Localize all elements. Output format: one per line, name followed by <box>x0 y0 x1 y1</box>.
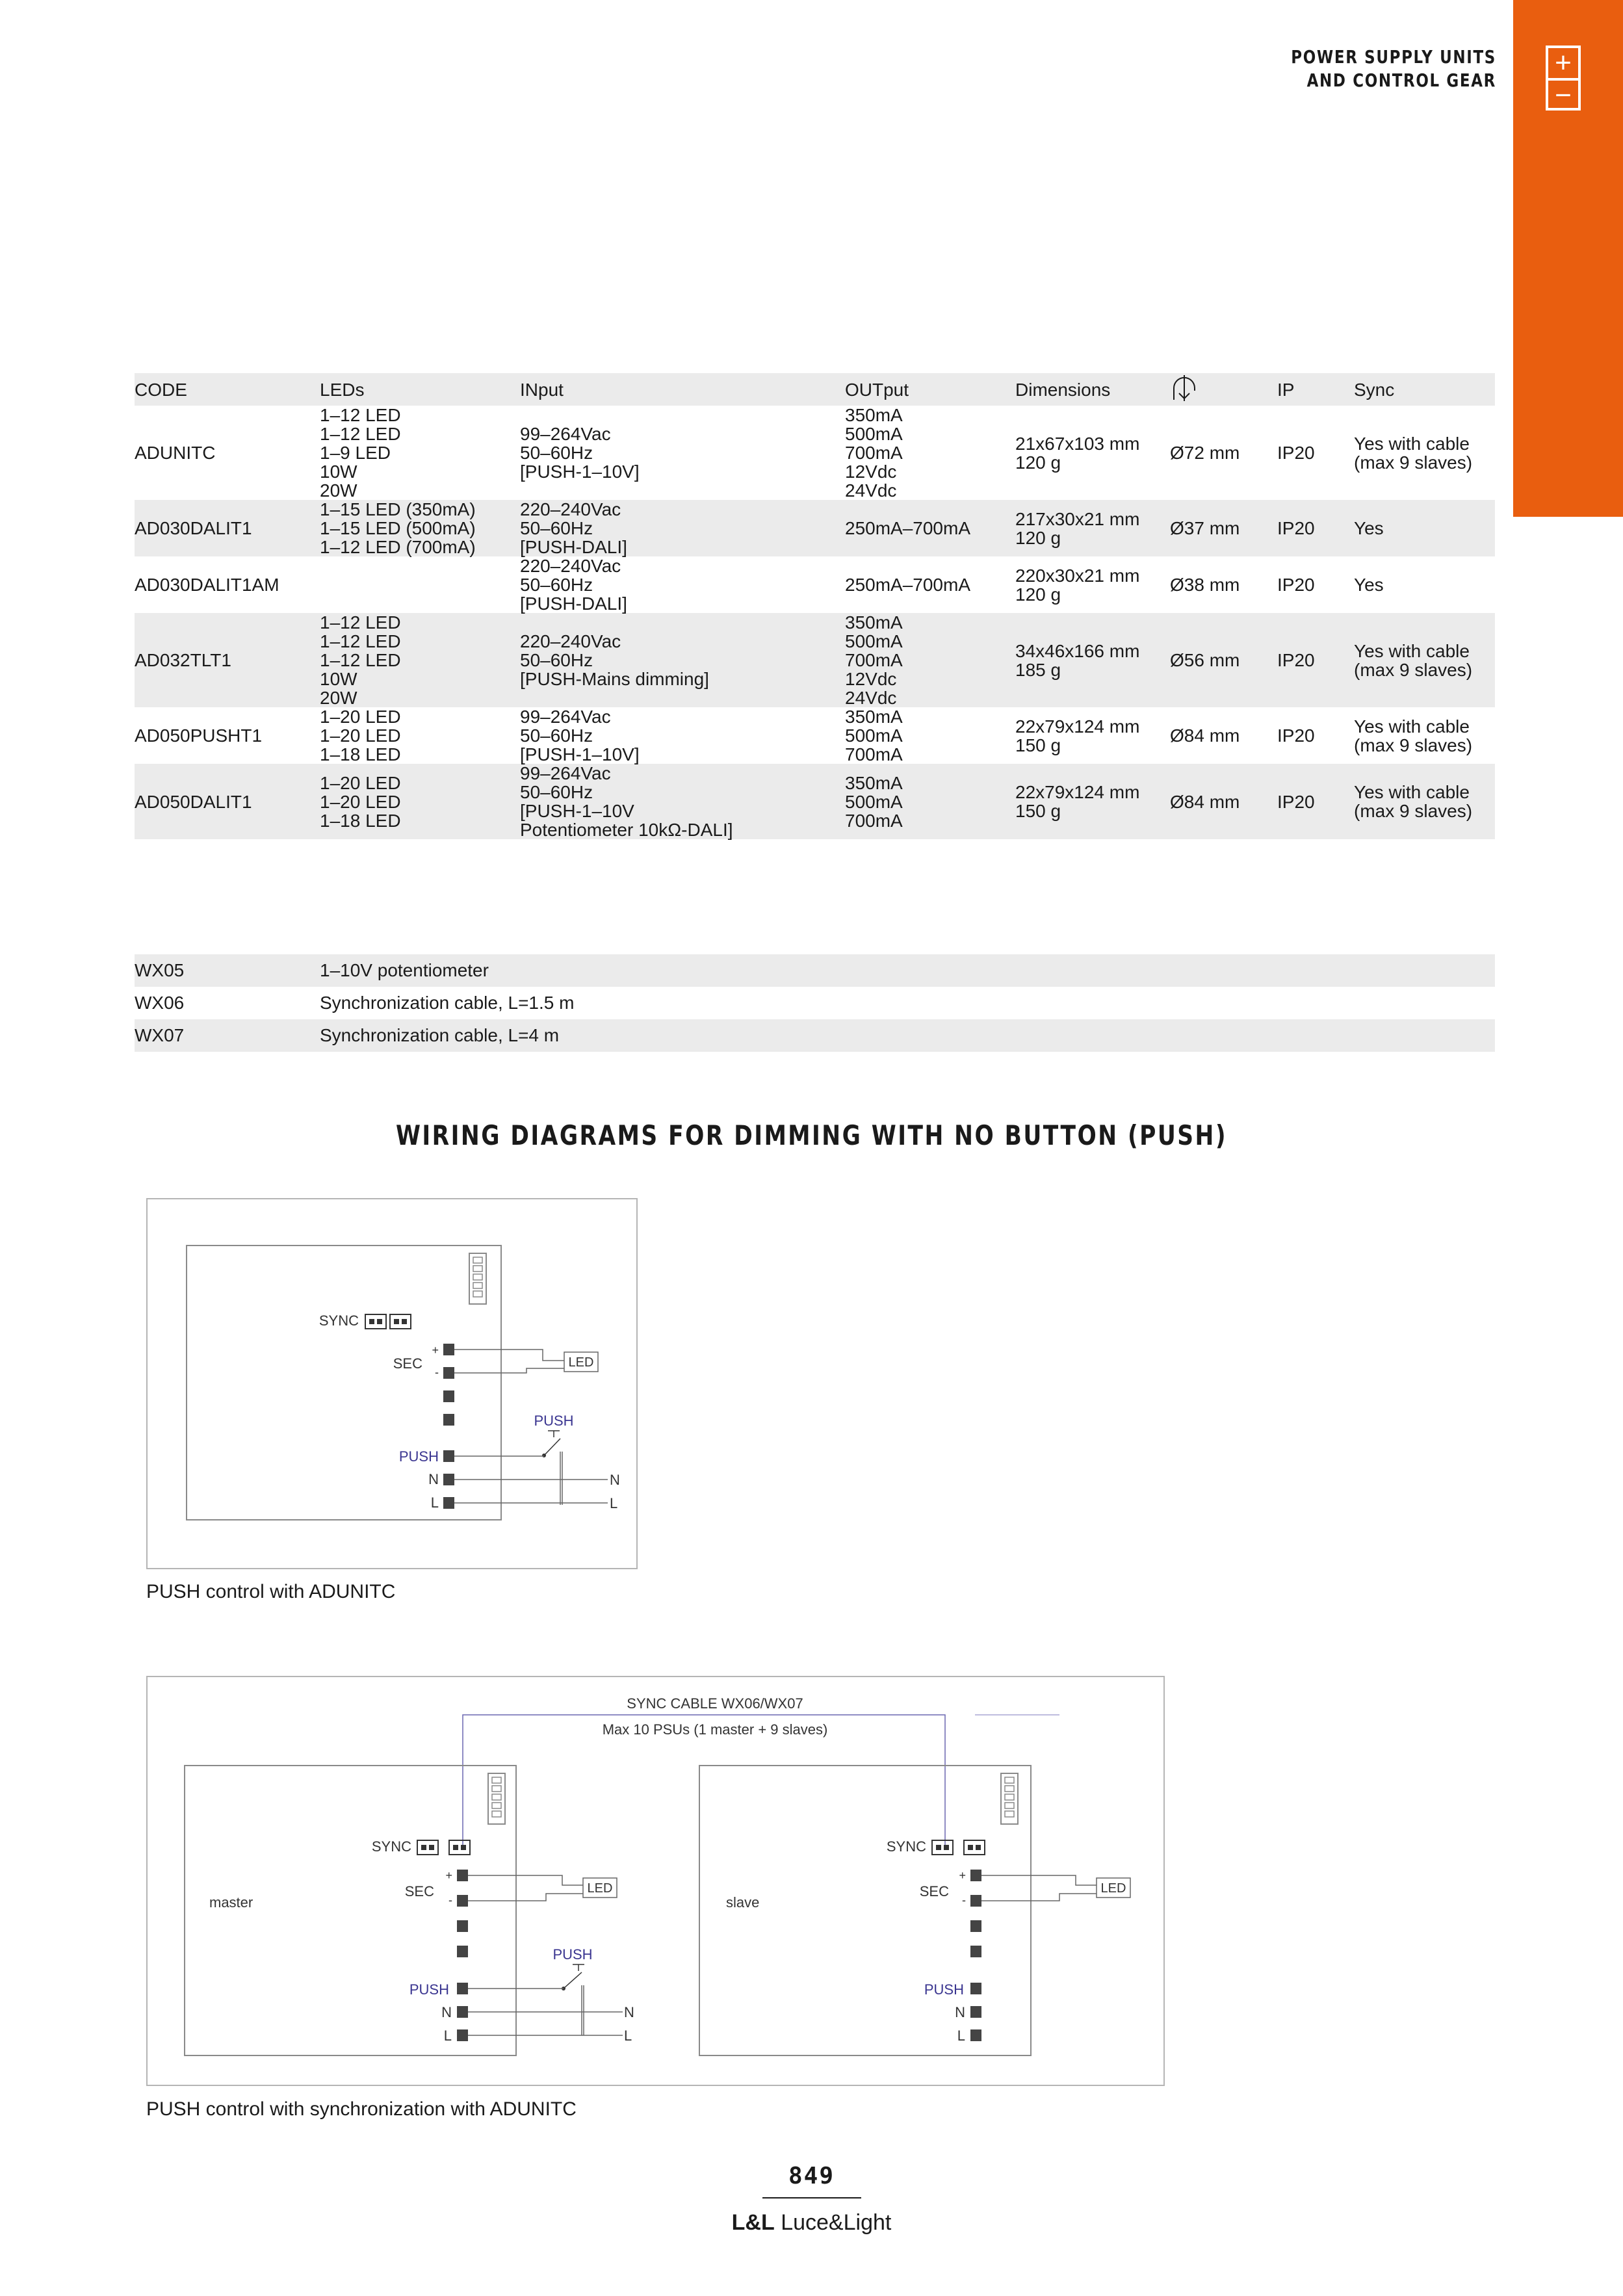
table-row <box>135 764 1495 839</box>
master-push-label: PUSH <box>409 1981 449 1998</box>
master-l-label: L <box>443 2028 452 2044</box>
cell-diameter: Ø56 mm <box>1170 650 1240 670</box>
spec-table <box>135 373 1495 839</box>
slave-led-label: LED <box>1100 1881 1126 1896</box>
cell-ip: IP20 <box>1277 575 1315 595</box>
cell-dimensions: 21x67x103 mm 120 g <box>1015 433 1140 473</box>
master-label: master <box>209 1894 253 1911</box>
table-row <box>135 707 1495 764</box>
wiring-diagram-sync <box>146 1676 1165 2087</box>
diagram2-caption: PUSH control with synchronization with ADUNITC <box>146 2098 577 2120</box>
master-sync-label: SYNC <box>371 1838 411 1855</box>
accessory-code: WX05 <box>135 960 185 980</box>
slave-sync-label: SYNC <box>886 1838 926 1855</box>
cell-code: AD030DALIT1 <box>135 518 252 538</box>
cell-sync: Yes with cable (max 9 slaves) <box>1354 716 1473 755</box>
sec-label: SEC <box>393 1355 422 1372</box>
section-title-line2: AND CONTROL GEAR <box>1306 70 1496 91</box>
n-label: N <box>428 1471 439 1487</box>
cell-diameter: Ø72 mm <box>1170 443 1240 463</box>
cell-input: 220–240Vac 50–60Hz [PUSH-DALI] <box>520 556 627 614</box>
master-sec-label: SEC <box>404 1883 434 1899</box>
plus-glyph: + <box>1555 47 1572 79</box>
max-psu-label: Max 10 PSUs (1 master + 9 slaves) <box>602 1721 828 1738</box>
cell-ip: IP20 <box>1277 791 1315 812</box>
slave-l-label: L <box>957 2028 965 2044</box>
table-row <box>135 556 1495 613</box>
accessory-description: 1–10V potentiometer <box>320 960 489 980</box>
plus-label: + <box>432 1344 439 1357</box>
cell-diameter: Ø84 mm <box>1170 725 1240 746</box>
cell-code: AD050PUSHT1 <box>135 725 263 746</box>
master-minus-label: - <box>448 1894 452 1907</box>
cell-output: 250mA–700mA <box>845 575 971 595</box>
master-n-line-label: N <box>624 2004 634 2020</box>
master-led-label: LED <box>587 1881 613 1896</box>
cell-dimensions: 220x30x21 mm 120 g <box>1015 565 1140 605</box>
push-label: PUSH <box>398 1448 439 1465</box>
header-diameter <box>1170 373 1277 406</box>
cell-sync: Yes with cable (max 9 slaves) <box>1354 640 1473 680</box>
cell-sync: Yes <box>1354 518 1384 538</box>
cell-input: 99–264Vac 50–60Hz [PUSH-1–10V] <box>520 707 640 764</box>
cell-sync: Yes <box>1354 575 1384 595</box>
cell-dimensions: 34x46x166 mm 185 g <box>1015 640 1140 680</box>
table-row <box>135 987 1495 1019</box>
header-code: CODE <box>135 379 187 400</box>
accessory-code: WX07 <box>135 1025 185 1045</box>
cell-sync: Yes with cable (max 9 slaves) <box>1354 433 1473 473</box>
slave-minus-label: - <box>962 1894 966 1907</box>
minus-label: - <box>435 1366 439 1379</box>
header-input: INput <box>520 379 564 400</box>
table-row <box>135 954 1495 987</box>
cell-diameter: Ø38 mm <box>1170 575 1240 595</box>
cell-input: 220–240Vac 50–60Hz [PUSH-Mains dimming] <box>520 631 709 689</box>
page-number: 849 <box>788 2163 835 2189</box>
brand-logo <box>0 2210 1623 2236</box>
cell-leds: 1–20 LED 1–20 LED 1–18 LED <box>320 707 401 764</box>
page-number-rule <box>762 2197 861 2198</box>
plus-minus-icon <box>1546 46 1581 111</box>
accessory-description: Synchronization cable, L=4 m <box>320 1025 560 1045</box>
table-row <box>135 500 1495 556</box>
section-title-line1: POWER SUPPLY UNITS <box>1291 46 1496 68</box>
l-label: L <box>430 1494 439 1511</box>
push-switch-label: PUSH <box>534 1413 574 1429</box>
master-l-line-label: L <box>624 2028 632 2044</box>
table-row <box>135 406 1495 500</box>
master-push-switch-label: PUSH <box>552 1946 593 1963</box>
cell-output: 350mA 500mA 700mA <box>845 772 903 831</box>
minus-glyph: − <box>1548 78 1578 111</box>
slave-push-label: PUSH <box>924 1981 964 1998</box>
header-dimensions: Dimensions <box>1015 379 1111 400</box>
accessory-code: WX06 <box>135 993 185 1013</box>
led-label: LED <box>568 1355 594 1370</box>
n-line-label: N <box>610 1472 620 1488</box>
cell-dimensions: 217x30x21 mm 120 g <box>1015 508 1140 548</box>
cell-diameter: Ø84 mm <box>1170 791 1240 812</box>
cell-output: 250mA–700mA <box>845 518 971 538</box>
cell-code: ADUNITC <box>135 443 216 463</box>
cell-leds: 1–12 LED 1–12 LED 1–12 LED 10W 20W <box>320 612 401 708</box>
table-row <box>135 613 1495 707</box>
header-ip: IP <box>1277 379 1295 400</box>
master-n-label: N <box>441 2004 452 2020</box>
slave-plus-label: + <box>959 1869 966 1882</box>
wiring-diagram-push <box>146 1198 638 1569</box>
cell-ip: IP20 <box>1277 443 1315 463</box>
cell-input: 220–240Vac 50–60Hz [PUSH-DALI] <box>520 499 627 557</box>
accessory-description: Synchronization cable, L=1.5 m <box>320 993 575 1013</box>
cell-input: 99–264Vac 50–60Hz [PUSH-1–10V Potentiometer 10kΩ-DALI] <box>520 763 733 840</box>
sync-cable-label: SYNC CABLE WX06/WX07 <box>627 1695 803 1712</box>
section-title <box>1291 46 1496 92</box>
cell-leds: 1–12 LED 1–12 LED 1–9 LED 10W 20W <box>320 405 401 501</box>
cell-leds: 1–15 LED (350mA) 1–15 LED (500mA) 1–12 LED (700mA) <box>320 499 476 557</box>
l-line-label: L <box>610 1495 618 1511</box>
cell-ip: IP20 <box>1277 650 1315 670</box>
accessories-table <box>135 954 1495 1052</box>
cell-code: AD050DALIT1 <box>135 791 252 812</box>
header-leds: LEDs <box>320 379 365 400</box>
cell-sync: Yes with cable (max 9 slaves) <box>1354 782 1473 821</box>
cell-leds: 1–20 LED 1–20 LED 1–18 LED <box>320 772 401 831</box>
brand-bold: L&L <box>731 2210 775 2235</box>
slave-n-label: N <box>955 2004 965 2020</box>
cell-input: 99–264Vac 50–60Hz [PUSH-1–10V] <box>520 424 640 482</box>
slave-sec-label: SEC <box>919 1883 949 1899</box>
header-sync: Sync <box>1354 379 1395 400</box>
brand-rest: Luce&Light <box>774 2210 892 2235</box>
header-output: OUTput <box>845 379 909 400</box>
cell-dimensions: 22x79x124 mm 150 g <box>1015 716 1140 755</box>
cell-output: 350mA 500mA 700mA 12Vdc 24Vdc <box>845 405 903 501</box>
cell-code: AD032TLT1 <box>135 650 231 670</box>
cell-output: 350mA 500mA 700mA <box>845 707 903 764</box>
hole-diameter-icon <box>1170 374 1199 402</box>
cell-dimensions: 22x79x124 mm 150 g <box>1015 782 1140 821</box>
slave-label: slave <box>726 1894 760 1911</box>
cell-diameter: Ø37 mm <box>1170 518 1240 538</box>
cell-ip: IP20 <box>1277 518 1315 538</box>
cell-code: AD030DALIT1AM <box>135 575 279 595</box>
cell-output: 350mA 500mA 700mA 12Vdc 24Vdc <box>845 612 903 708</box>
wiring-title: WIRING DIAGRAMS FOR DIMMING WITH NO BUTTON (PUSH) <box>395 1119 1228 1151</box>
sync-label: SYNC <box>318 1312 359 1329</box>
master-plus-label: + <box>445 1869 452 1882</box>
table-row <box>135 1019 1495 1052</box>
cell-leds <box>320 556 520 613</box>
diagram1-caption: PUSH control with ADUNITC <box>146 1581 396 1602</box>
cell-ip: IP20 <box>1277 725 1315 746</box>
spec-table-header <box>135 373 1495 406</box>
